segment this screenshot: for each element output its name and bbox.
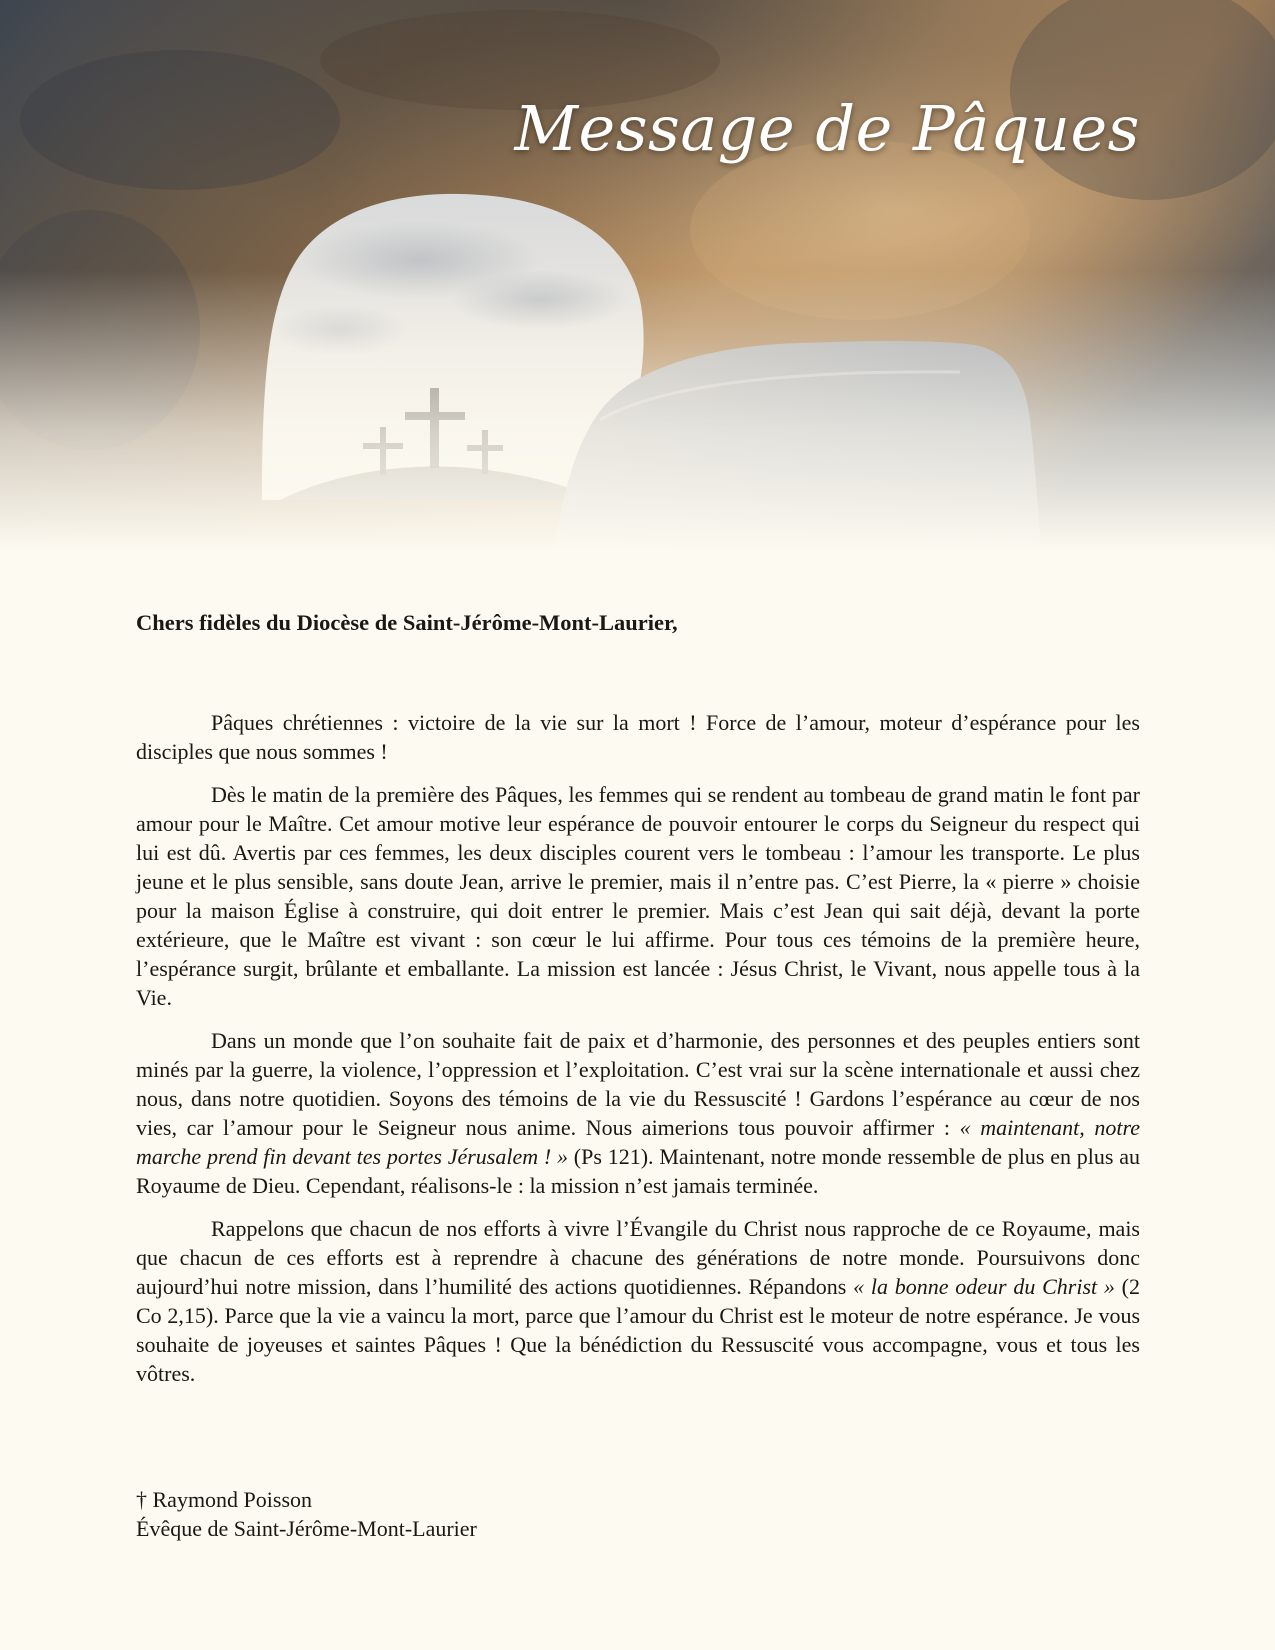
paragraph-3 bbox=[136, 1026, 1140, 1200]
signature-block bbox=[136, 1485, 477, 1543]
letter-body bbox=[136, 606, 1140, 1402]
paragraph-2 bbox=[136, 780, 1140, 1012]
empty-tomb-image bbox=[0, 0, 1275, 600]
psalm-quote: « maintenant, notre marche prend fin devant tes portes Jérusalem ! » bbox=[136, 1115, 1140, 1169]
page-title: Message de Pâques bbox=[514, 92, 1140, 165]
header-illustration bbox=[0, 0, 1275, 600]
paragraph-text: Rappelons que chacun de nos efforts à vivre l’Évangile du Christ nous rapproche de ce Royaume, mais que chacun de ces efforts est à reprendre à chacune des générations de notre monde. Poursuivons donc aujourd’hui notre mission, dans l’humilité des actions quotidiennes. Répandons bbox=[136, 1216, 1140, 1299]
signature-name: † Raymond Poisson bbox=[136, 1487, 313, 1512]
paragraph-4 bbox=[136, 1214, 1140, 1388]
paragraph-text: (Ps 121). Maintenant, notre monde ressemble de plus en plus au Royaume de Dieu. Cependant, réalisons-le : la mission n’est jamais terminée. bbox=[136, 1144, 1140, 1198]
paragraph-text: (2 Co 2,15). Parce que la vie a vaincu la mort, parce que l’amour du Christ est le moteur de notre espérance. Je vous souhaite de joyeuses et saintes Pâques ! Que la bénédiction du Ressuscité vous accompagne, vous et tous les vôtres. bbox=[136, 1274, 1140, 1386]
salutation: Chers fidèles du Diocèse de Saint-Jérôme-Mont-Laurier, bbox=[136, 610, 678, 635]
paragraph-text: Pâques chrétiennes : victoire de la vie sur la mort ! Force de l’amour, moteur d’espérance pour les disciples que nous sommes ! bbox=[136, 710, 1140, 764]
paragraph-1 bbox=[136, 708, 1140, 766]
paragraph-text: Dans un monde que l’on souhaite fait de paix et d’harmonie, des personnes et des peuples entiers sont minés par la guerre, la violence, l’oppression et l’exploitation. C’est vrai sur la scène internationale et aussi chez nous, dans notre quotidien. Soyons des témoins de la vie du Ressuscité ! Gardons l’espérance au cœur de nos vies, car l’amour pour le Seigneur nous anime. Nous aimerions tous pouvoir affirmer : bbox=[136, 1028, 1140, 1140]
corinthians-quote: « la bonne odeur du Christ » bbox=[853, 1274, 1115, 1299]
paragraph-text: Dès le matin de la première des Pâques, les femmes qui se rendent au tombeau de grand matin le font par amour pour le Maître. Cet amour motive leur espérance de pouvoir entourer le corps du Seigneur du respect qui lui est dû. Avertis par ces femmes, les deux disciples courent vers le tombeau : l’amour les transporte. Le plus jeune et le plus sensible, sans doute Jean, arrive le premier, mais il n’entre pas. C’est Pierre, la « pierre » choisie pour la maison Église à construire, qui doit entrer le premier. Mais c’est Jean qui sait déjà, devant la porte extérieure, que le Maître est vivant : son cœur le lui affirme. Pour tous ces témoins de la première heure, l’espérance surgit, brûlante et emballante. La mission est lancée : Jésus Christ, le Vivant, nous appelle tous à la Vie. bbox=[136, 782, 1140, 1010]
signature-role: Évêque de Saint-Jérôme-Mont-Laurier bbox=[136, 1516, 477, 1541]
